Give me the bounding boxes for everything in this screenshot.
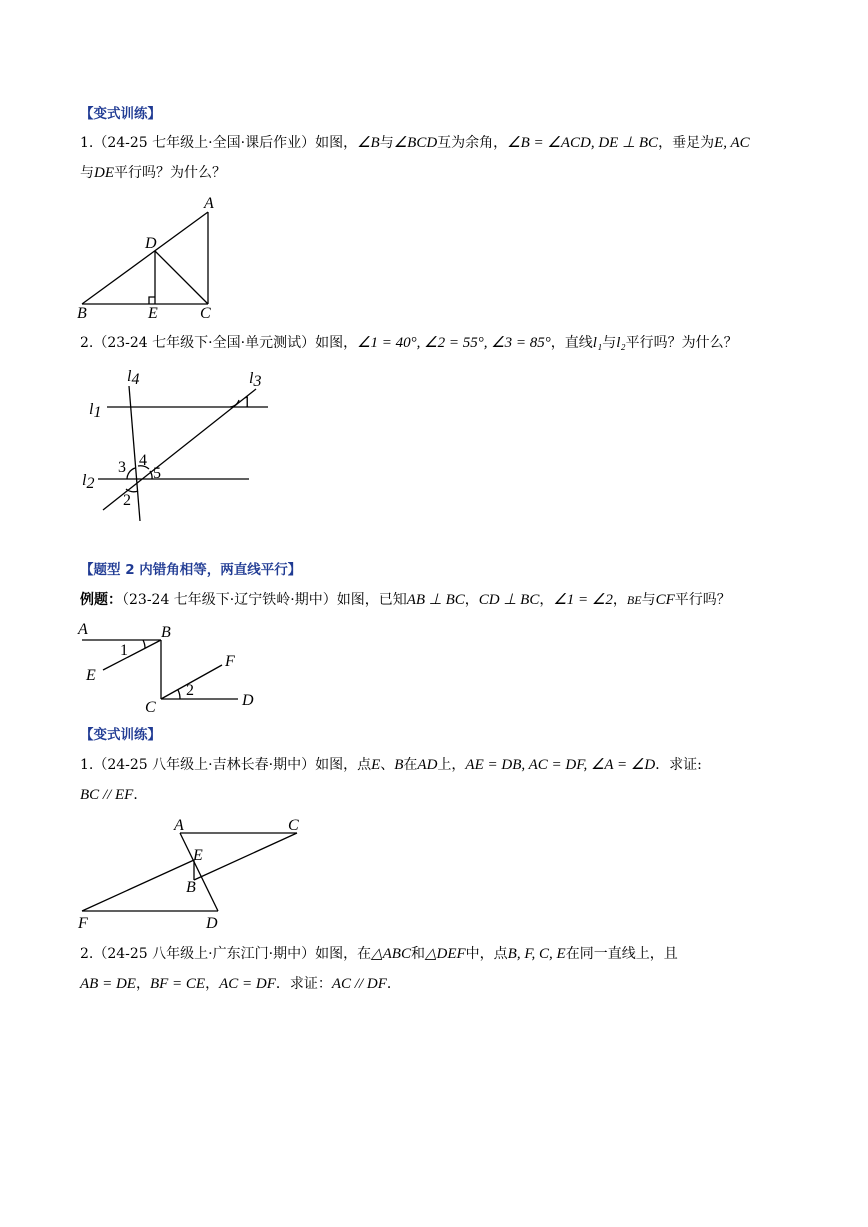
fig3-angle-2: 2 [186,682,194,699]
fig2-label-l3: l3 [249,370,262,390]
fig4-label-B: B [186,879,196,896]
fig2-angle-3: 3 [118,459,126,476]
problem-4-math: AC = DF [219,976,276,992]
problem-4-math: AB = DE [80,976,136,992]
problem-1-math: DE [94,165,114,181]
problem-1-math: E, AC [714,135,750,151]
fig2-angle-4: 4 [139,452,147,469]
example-text: ， [464,592,479,608]
problem-2-math: l₂ [616,335,626,351]
problem-4-text: 在同一直线上，且 [565,946,678,962]
fig1-label-B: B [77,305,87,322]
example-math: CF [655,592,675,608]
problem-3-text: 上， [437,757,466,773]
problem-2-text: ，直线 [550,335,593,351]
fig3-label-C: C [145,699,156,716]
fig4-label-A: A [174,817,184,834]
fig3-label-D: D [242,692,254,709]
problem-3-math: B [394,757,404,773]
problem-4-text: 和 [410,946,425,962]
fig3-label-E: E [86,667,96,684]
problem-4-math: B, F, C, E [507,946,566,962]
problem-4-math: BF = CE [149,976,206,992]
problem-2-math: ∠1 = 40°, ∠2 = 55°, ∠3 = 85° [357,335,551,351]
problem-1-text: 1.（24-25 七年级上·全国·课后作业）如图， [80,135,358,151]
problem-4-text: ． [386,976,401,992]
example-text: ， [539,592,554,608]
problem-1-text: 与 [80,165,94,181]
fig1-label-C: C [200,305,211,322]
problem-3-text: 在 [403,757,418,773]
example-label: 例题： [80,592,122,608]
problem-1-math: ∠B [357,135,380,151]
problem-4-math: △DEF [424,946,466,962]
problem-1-text: 平行吗？为什么？ [114,165,226,181]
problem-1-text: 互为余角， [437,135,508,151]
fig3-angle-1: 1 [120,642,128,659]
example-text: （23-24 七年级下·辽宁铁岭·期中）如图，已知 [122,592,407,608]
problem-4-text: 中，点 [465,946,508,962]
fig4-label-F: F [78,915,88,932]
fig4-label-C: C [288,817,299,834]
section-title-type-2: 【题型 2 内错角相等，两直线平行】 [80,562,302,578]
problem-3-math: E [371,757,381,773]
problem-4-line-2 [80,974,401,994]
fig2-label-l2: l2 [82,472,95,492]
problem-2-text: 2.（23-24 七年级下·全国·单元测试）如图， [80,335,358,351]
fig4-label-E: E [193,847,203,864]
problem-4-math: △ABC [371,946,411,962]
fig4-label-D: D [206,915,218,932]
fig1-label-E: E [148,305,158,322]
fig3-label-A: A [78,621,88,638]
example-math: AB ⊥ BC [406,592,465,608]
section-title-variant-training-2: 【变式训练】 [80,727,161,743]
problem-4-text: ， [135,976,150,992]
problem-3-text: ． [133,787,148,803]
problem-2-math: l₁ [592,335,603,351]
fig2-label-l1: l1 [89,401,102,421]
example-text: 与 [641,592,656,608]
problem-1-math: ∠B = ∠ACD, DE ⊥ BC [507,135,659,151]
problem-3-math: BC // EF [80,787,134,803]
problem-1-text: ，垂足为 [658,135,715,151]
problem-1-math: ∠BCD [393,135,438,151]
fig2-angle-5: 5 [153,465,161,482]
problem-3-text: 1.（24-25 八年级上·吉林长春·期中）如图，点 [80,757,372,773]
example-math: ∠1 = ∠2 [553,592,613,608]
fig1-label-D: D [145,235,157,252]
problem-3-math: AD [417,757,438,773]
fig2-angle-1: 1 [243,394,251,411]
section-title-variant-training-1: 【变式训练】 [80,106,161,122]
example-math: BE [626,593,642,607]
problem-4-line-1 [80,944,678,964]
example-math: CD ⊥ BC [478,592,540,608]
fig1-label-A: A [204,195,214,212]
problem-1-text: 与 [379,135,394,151]
problem-4-text: 2.（24-25 八年级上·广东江门·期中）如图，在 [80,946,372,962]
fig2-label-l4: l4 [127,368,140,388]
problem-3-text: ．求证: [655,757,702,773]
problem-4-math: AC // DF [331,976,387,992]
problem-4-text: ， [205,976,220,992]
fig3-label-B: B [161,624,171,641]
problem-4-text: ．求证： [275,976,332,992]
example-text: 平行吗？ [674,592,731,608]
problem-3-text: 、 [380,757,395,773]
problem-3-math: AE = DB, AC = DF, ∠A = ∠D [465,757,656,773]
fig3-label-F: F [225,653,235,670]
fig2-angle-2: 2 [123,492,131,509]
problem-2-text: 平行吗？为什么？ [625,335,738,351]
example-text: ， [612,592,627,608]
problem-2-text: 与 [602,335,617,351]
